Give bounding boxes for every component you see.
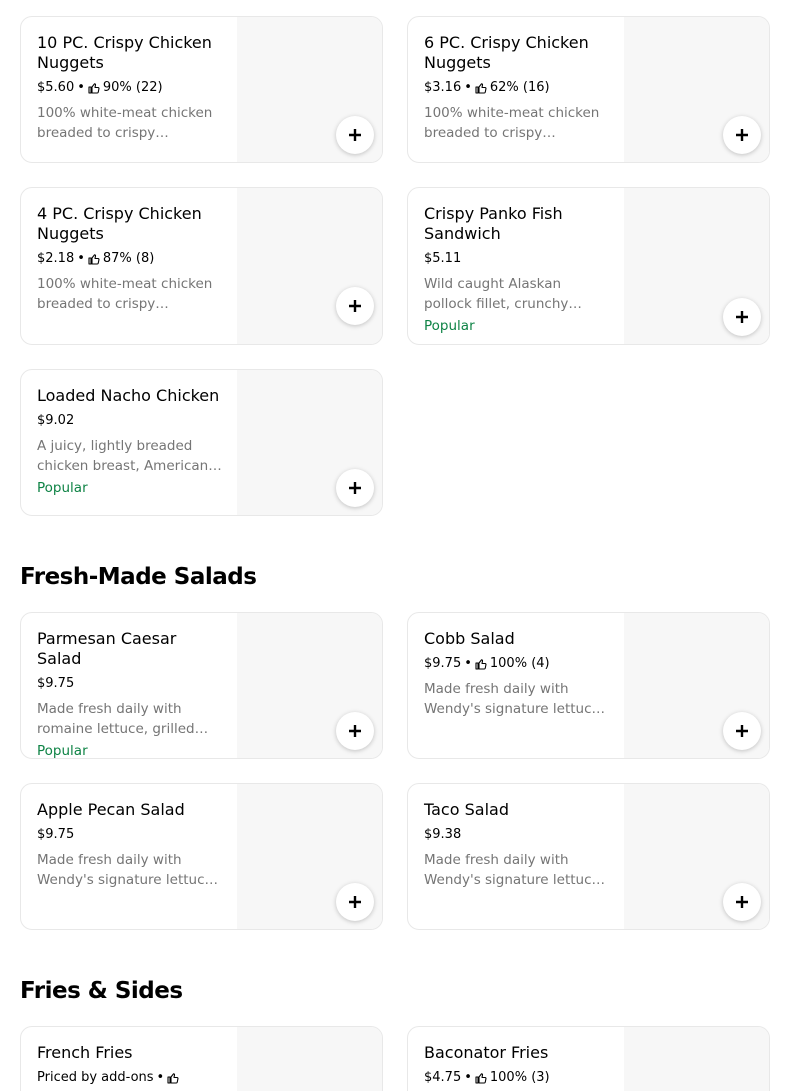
thumbs-up-icon [167,1072,179,1084]
item-description: Made fresh daily with Wendy's signature lettuce [37,852,213,888]
item-title: Loaded Nacho Chicken [37,386,220,405]
item-description: 100% white-meat chicken breaded to crispy [37,276,213,312]
item-info [37,386,223,498]
item-description: 100% white-meat chicken breaded to crispy [37,105,213,141]
plus-icon [735,310,749,324]
thumbs-up-icon [88,82,100,94]
item-price: $9.75 [37,676,75,691]
item-title: 10 PC. Crispy Chicken Nuggets [37,33,212,72]
plus-icon [735,724,749,738]
thumbs-up-icon [475,82,487,94]
item-info [37,800,223,890]
item-title: Cobb Salad [424,629,515,648]
item-price: $5.11 [424,251,462,266]
section-heading-fries-sides: Fries & Sides [20,978,183,1004]
item-description: Wild caught Alaskan pollock fillet, crunchy [424,276,569,312]
plus-icon [735,128,749,142]
item-description: Made fresh daily with Wendy's signature lettuce [424,852,600,888]
item-title: Crispy Panko Fish Sandwich [424,204,563,243]
section-heading-salads: Fresh-Made Salads [20,564,257,590]
item-title: 6 PC. Crispy Chicken Nuggets [424,33,589,72]
menu-item-card[interactable] [20,369,383,516]
add-item-button[interactable] [723,883,761,921]
add-item-button[interactable] [336,287,374,325]
item-meta [424,250,610,268]
item-price: $9.02 [37,413,75,428]
popular-badge: Popular [37,743,88,759]
item-meta: $3.16 • 62% (16) [424,80,550,95]
item-meta: $2.18 • 87% (8) [37,251,155,266]
item-price: Priced by add-ons [37,1070,154,1085]
item-title: Parmesan Caesar Salad [37,629,177,668]
item-price: $9.75 [424,656,462,671]
item-info [424,800,610,890]
menu-item-card[interactable] [20,612,383,759]
item-price: $3.16 [424,80,462,95]
item-info [37,33,223,143]
item-meta [37,412,223,430]
menu-item-card[interactable] [20,1026,383,1091]
menu-item-card[interactable] [407,612,770,759]
item-info [424,33,610,143]
menu-item-card[interactable] [407,187,770,345]
menu-grid-salads [20,612,770,930]
add-item-button[interactable] [723,712,761,750]
menu-item-card[interactable] [20,187,383,345]
item-info [424,204,610,336]
menu-item-card[interactable] [407,16,770,163]
item-image [624,1027,769,1091]
item-meta: $9.75 • 100% (4) [424,656,550,671]
item-price: $9.38 [424,827,462,842]
item-price: $4.75 [424,1070,462,1085]
popular-badge: Popular [37,480,88,496]
item-title: 4 PC. Crispy Chicken Nuggets [37,204,202,243]
item-title: Apple Pecan Salad [37,800,185,819]
plus-icon [348,481,362,495]
item-meta [37,675,223,693]
plus-icon [348,895,362,909]
item-meta [37,826,223,844]
add-item-button[interactable] [336,712,374,750]
item-price: $5.60 [37,80,75,95]
plus-icon [735,895,749,909]
add-item-button[interactable] [336,469,374,507]
plus-icon [348,128,362,142]
popular-badge: Popular [424,318,475,334]
menu-item-card[interactable] [20,16,383,163]
item-description: A juicy, lightly breaded chicken breast, American [37,438,209,474]
item-info [424,1043,610,1087]
item-meta [424,826,610,844]
menu-item-card[interactable] [407,1026,770,1091]
thumbs-up-icon [88,253,100,265]
item-info [37,1043,223,1087]
plus-icon [348,724,362,738]
item-title: Baconator Fries [424,1043,549,1062]
thumbs-up-icon [475,1072,487,1084]
item-info [37,629,223,759]
add-item-button[interactable] [336,883,374,921]
item-info [37,204,223,314]
item-meta: Priced by add-ons • [37,1069,223,1087]
item-meta: $4.75 • 100% (3) [424,1070,550,1085]
item-rating: 87% (8) [102,251,155,266]
item-image [237,1027,382,1091]
menu-item-card[interactable] [20,783,383,930]
item-title: Taco Salad [424,800,509,819]
add-item-button[interactable] [723,116,761,154]
menu-grid-fries-sides [20,1026,770,1091]
item-description: Made fresh daily with Wendy's signature lettuce [424,681,600,717]
add-item-button[interactable] [336,116,374,154]
add-item-button[interactable] [723,298,761,336]
item-rating: 100% (4) [489,656,550,671]
item-rating: 62% (16) [489,80,550,95]
item-price: $9.75 [37,827,75,842]
menu-item-card[interactable] [407,783,770,930]
item-rating: 100% (3) [489,1070,550,1085]
menu-grid-chicken [20,16,770,516]
plus-icon [348,299,362,313]
item-title: French Fries [37,1043,133,1062]
thumbs-up-icon [475,658,487,670]
item-info [424,629,610,719]
item-description: 100% white-meat chicken breaded to crispy [424,105,600,141]
item-rating: 90% (22) [102,80,163,95]
item-description: Made fresh daily with romaine lettuce, grilled [37,701,195,737]
item-meta: $5.60 • 90% (22) [37,80,163,95]
item-price: $2.18 [37,251,75,266]
